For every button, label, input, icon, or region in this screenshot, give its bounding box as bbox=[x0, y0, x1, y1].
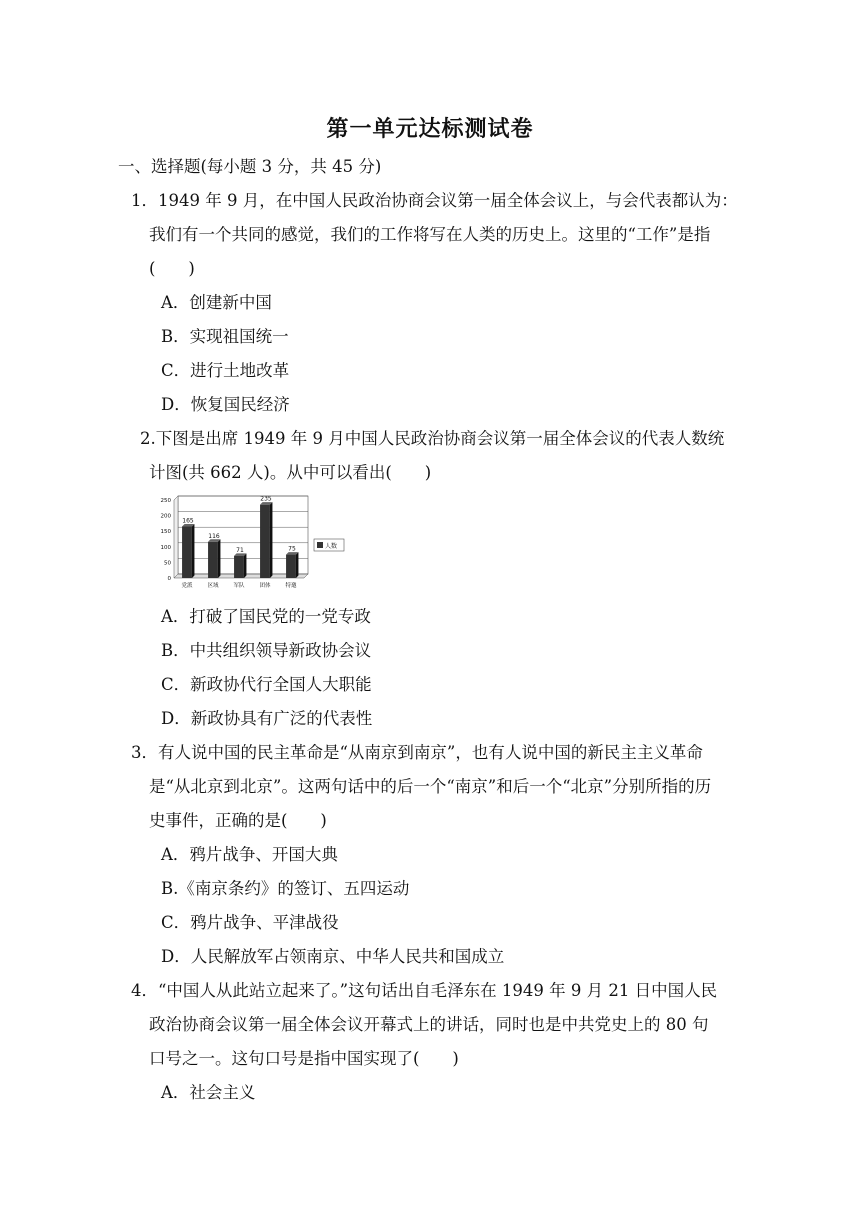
data-label: 165 bbox=[182, 517, 194, 525]
section-heading: 一、选择题(每小题 3 分，共 45 分) bbox=[118, 157, 382, 176]
question-4-line-3: 口号之一。这句口号是指中国实现了( ) bbox=[149, 1049, 459, 1068]
question-3-option-a[interactable]: A．鸦片战争、开国大典 bbox=[161, 845, 338, 864]
question-3-option-d[interactable]: D．人民解放军占领南京、中华人民共和国成立 bbox=[161, 947, 505, 966]
legend-swatch bbox=[317, 542, 323, 548]
bar bbox=[182, 527, 192, 578]
bar-side bbox=[218, 539, 221, 578]
legend-label: 人数 bbox=[325, 543, 338, 550]
x-tick-label: 区域 bbox=[207, 583, 219, 589]
question-3-line-3: 史事件，正确的是( ) bbox=[149, 811, 327, 830]
bar bbox=[234, 556, 244, 578]
y-tick-label: 50 bbox=[164, 560, 171, 567]
question-3-line-1: 3．有人说中国的民主革命是“从南京到南京”，也有人说中国的新民主主义革命 bbox=[131, 743, 703, 762]
y-tick-label: 100 bbox=[160, 544, 171, 551]
question-1-option-d[interactable]: D．恢复国民经济 bbox=[161, 395, 290, 414]
x-tick-label: 团体 bbox=[259, 583, 271, 589]
y-tick-label: 150 bbox=[160, 529, 171, 536]
chart-side-wall bbox=[174, 496, 178, 578]
question-2-option-b[interactable]: B．中共组织领导新政协会议 bbox=[161, 641, 372, 660]
data-label: 71 bbox=[236, 546, 244, 554]
bar bbox=[286, 555, 296, 578]
bar-side bbox=[296, 552, 299, 578]
question-3-option-b[interactable]: B.《南京条约》的签订、五四运动 bbox=[161, 879, 410, 898]
question-2-option-c[interactable]: C．新政协代行全国人大职能 bbox=[161, 675, 372, 694]
question-4-option-a[interactable]: A．社会主义 bbox=[161, 1083, 256, 1102]
question-4-line-1: 4．“中国人从此站立起来了。”这句话出自毛泽东在 1949 年 9 月 21 日中国人民 bbox=[131, 981, 718, 1000]
bar-side bbox=[244, 553, 247, 578]
question-1-option-a[interactable]: A．创建新中国 bbox=[161, 293, 272, 312]
question-3-option-c[interactable]: C．鸦片战争、平津战役 bbox=[161, 913, 339, 932]
data-label: 75 bbox=[288, 545, 296, 553]
page-title: 第一单元达标测试卷 bbox=[326, 117, 534, 142]
question-2-line-2: 计图(共 662 人)。从中可以看出( ) bbox=[149, 463, 432, 482]
question-1-line-3: ( ) bbox=[149, 259, 195, 278]
question-3-line-2: 是“从北京到北京”。这两句话中的后一个“南京”和后一个“北京”分别所指的历 bbox=[149, 777, 712, 796]
question-4-line-2: 政治协商会议第一届全体会议开幕式上的讲话，同时也是中共党史上的 80 句 bbox=[149, 1015, 709, 1034]
x-tick-label: 军队 bbox=[233, 583, 245, 589]
x-tick-label: 党派 bbox=[181, 583, 193, 589]
bar-side bbox=[192, 524, 195, 578]
y-tick-label: 0 bbox=[167, 576, 171, 582]
data-label: 116 bbox=[208, 532, 220, 540]
question-2-option-d[interactable]: D．新政协具有广泛的代表性 bbox=[161, 709, 373, 728]
bar-side bbox=[270, 502, 273, 578]
data-label: 235 bbox=[260, 495, 272, 503]
delegates-bar-chart bbox=[152, 492, 352, 596]
question-1-option-c[interactable]: C．进行土地改革 bbox=[161, 361, 290, 380]
bar bbox=[260, 505, 270, 578]
y-tick-label: 250 bbox=[160, 498, 171, 504]
question-1-option-b[interactable]: B．实现祖国统一 bbox=[161, 327, 289, 346]
question-1-line-2: 我们有一个共同的感觉，我们的工作将写在人类的历史上。这里的“工作”是指 bbox=[149, 225, 711, 244]
y-tick-label: 200 bbox=[160, 513, 171, 520]
question-1-line-1: 1．1949 年 9 月，在中国人民政治协商会议第一届全体会议上，与会代表都认为： bbox=[131, 191, 738, 210]
question-2-line-1: 2.下图是出席 1949 年 9 月中国人民政治协商会议第一届全体会议的代表人数统 bbox=[140, 429, 725, 448]
bar bbox=[208, 542, 218, 578]
question-2-option-a[interactable]: A．打破了国民党的一党专政 bbox=[161, 607, 371, 626]
x-tick-label: 特邀 bbox=[285, 583, 297, 589]
